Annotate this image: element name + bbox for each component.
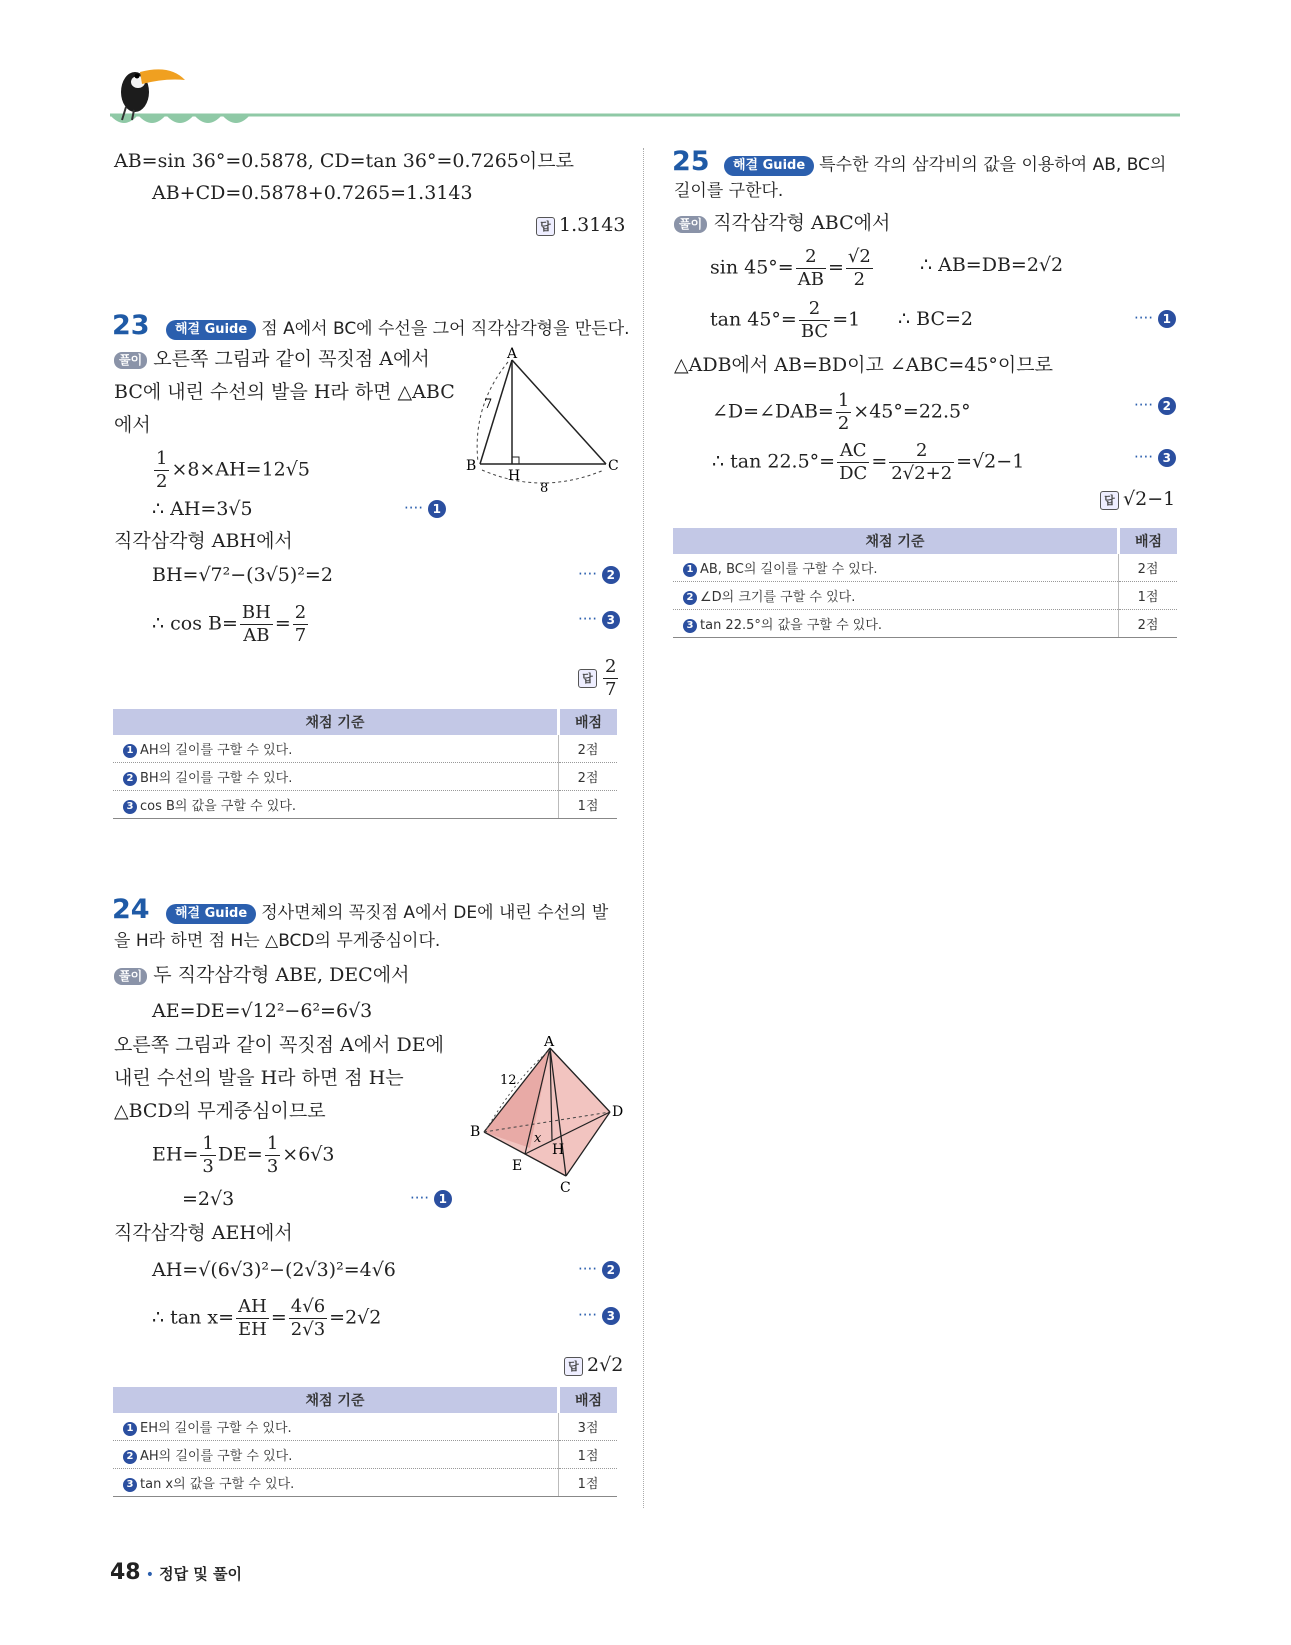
step-circle: 1	[123, 1422, 137, 1436]
frac-half	[836, 390, 851, 435]
step-circle: 3	[1158, 449, 1176, 467]
answer-icon: 답	[1100, 491, 1119, 510]
p23-text1	[114, 346, 430, 372]
p23-eq1	[152, 448, 310, 493]
step-circle: 3	[123, 800, 137, 814]
frac-bh-ab	[240, 602, 273, 647]
row-text	[113, 1441, 559, 1469]
p24-eq3: =2√3	[182, 1188, 235, 1210]
frac-num: 2	[796, 246, 826, 269]
table-header	[113, 1387, 617, 1413]
p25-answer-value: √2−1	[1123, 488, 1176, 510]
p24-text3: 내린 수선의 발을 H라 하면 점 H는	[114, 1067, 404, 1089]
p24-eq2	[152, 1133, 335, 1178]
p25-eq3-right: ×45°=22.5°	[853, 400, 971, 423]
p22-answer-value: 1.3143	[559, 214, 626, 236]
step-arrow: ····	[1134, 309, 1154, 327]
row-points: 2점	[559, 763, 618, 791]
p23-eq4: ∴ cos B= $\frac{BH}{AB}$ = $\frac{2}{7}$	[152, 602, 307, 646]
footer	[110, 1560, 242, 1585]
step-arrow: ····	[1134, 448, 1154, 466]
p25-eq2	[710, 298, 860, 343]
frac-num: 2	[889, 440, 954, 463]
solution-badge: 풀이	[114, 352, 147, 369]
p25-eq2-mid: =1	[832, 308, 861, 331]
row-text	[673, 610, 1119, 638]
p24-text2: 오른쪽 그림과 같이 꼭짓점 A에서 DE에	[114, 1034, 444, 1056]
p22-line2: AB+CD=0.5878+0.7265=1.3143	[152, 182, 473, 204]
answer-icon: 답	[578, 669, 597, 688]
table-row	[673, 582, 1177, 610]
label-a: A	[507, 346, 518, 362]
row-points: 2점	[1119, 610, 1178, 638]
step-circle: 1	[123, 744, 137, 758]
p25-number: 25	[672, 146, 710, 177]
frac-num: √2	[847, 246, 871, 267]
p25-eq1-left: sin 45°=	[710, 256, 794, 279]
frac-den: 2	[853, 269, 866, 290]
guide-badge: 해결 Guide	[166, 320, 256, 340]
row-text	[113, 763, 559, 791]
p24-answer	[564, 1354, 623, 1376]
row-text	[113, 1413, 559, 1441]
frac-num: 2	[294, 602, 307, 623]
step-arrow: ····	[578, 610, 598, 628]
p25-answer	[1100, 488, 1175, 510]
p23-answer-frac	[603, 656, 618, 701]
row-points: 2점	[1119, 554, 1178, 582]
step-circle: 3	[123, 1478, 137, 1492]
step-circle: 3	[602, 1307, 620, 1325]
p23-eq4-left: ∴ cos B=	[152, 612, 238, 635]
table-row	[113, 763, 617, 791]
frac-num: 2	[605, 656, 617, 677]
p24-eq5-left: ∴ tan x=	[152, 1306, 235, 1329]
frac-4r6-2r3	[289, 1296, 327, 1341]
p24-guide-text1: 정사면체의 꼭짓점 A에서 DE에 내린 수선의 발	[261, 903, 609, 923]
frac-third	[265, 1133, 280, 1178]
label-side-7: 7	[484, 397, 493, 412]
answer-icon: 답	[536, 217, 555, 236]
triangle-figure	[462, 346, 622, 496]
row-points: 1점	[559, 1441, 618, 1469]
p25-score-table	[673, 528, 1177, 638]
table-row	[113, 1413, 617, 1441]
table-row	[113, 1469, 617, 1497]
frac-den: 2	[156, 471, 168, 492]
step-circle: 3	[683, 619, 697, 633]
bullet-icon: •	[145, 1567, 154, 1583]
p24-eq2-left: EH=	[152, 1143, 199, 1166]
p24-eq2-mid: DE=	[217, 1143, 263, 1166]
toucan-logo	[110, 62, 190, 122]
p24-eq2-right: ×6√3	[282, 1143, 335, 1166]
frac-den: EH	[238, 1319, 267, 1340]
frac-den: 3	[202, 1156, 214, 1177]
row-text-value: EH의 길이를 구할 수 있다.	[140, 1421, 292, 1436]
p23-text2: BC에 내린 수선의 발을 H라 하면 △ABC	[114, 381, 455, 403]
p23-eq1-value: ×8×AH=12√5	[171, 458, 310, 481]
step-arrow: ····	[410, 1189, 430, 1207]
header-criteria: 채점 기준	[113, 1387, 559, 1413]
p23-step2	[578, 565, 620, 584]
step-circle: 2	[683, 591, 697, 605]
p24-text5: 직각삼각형 AEH에서	[114, 1222, 293, 1244]
p24-guide-text2: 을 H라 하면 점 H는 △BCD의 무게중심이다.	[114, 931, 441, 951]
label-d: D	[612, 1104, 624, 1120]
table-row	[673, 610, 1177, 638]
row-text-value: ∠D의 크기를 구할 수 있다.	[700, 590, 856, 605]
tetrahedron-figure	[470, 1036, 630, 1196]
row-points: 1점	[559, 791, 618, 819]
row-text-value: AH의 길이를 구할 수 있다.	[140, 1449, 293, 1464]
p25-text2: △ADB에서 AB=BD이고 ∠ABC=45°이므로	[674, 354, 1053, 376]
label-base-8: 8	[540, 481, 549, 496]
frac-den: AB	[797, 269, 824, 290]
label-x: x	[534, 1131, 542, 1146]
header-criteria: 채점 기준	[673, 528, 1119, 554]
label-c: C	[560, 1180, 571, 1196]
p23-text3: 에서	[114, 414, 151, 436]
p23-eq3: BH=√7²−(3√5)²=2	[152, 564, 333, 586]
p25-eq4: ∴ tan 22.5°= $\frac{AC}{DC}$ = $\frac{2}{2√2+2}$ =√2−1	[712, 440, 1025, 484]
p25-guide-text1: 특수한 각의 삼각비의 값을 이용하여 AB, BC의	[819, 155, 1167, 175]
p25-eq2-result: ∴ BC=2	[898, 308, 973, 330]
dash-arc-ab	[477, 362, 508, 462]
row-text-value: cos B의 값을 구할 수 있다.	[140, 799, 297, 814]
frac-num: AH	[236, 1296, 269, 1319]
row-points: 1점	[1119, 582, 1178, 610]
frac-den: 2√2+2	[891, 463, 953, 484]
row-text-value: tan 22.5°의 값을 구할 수 있다.	[700, 618, 883, 633]
row-text-value: AB, BC의 길이를 구할 수 있다.	[700, 562, 878, 577]
frac-num: AC	[837, 440, 869, 463]
frac-2-2r2p2	[889, 440, 954, 485]
p23-eq2: ∴ AH=3√5	[152, 498, 253, 520]
p25-eq4-right: =√2−1	[956, 450, 1025, 473]
label-b: B	[470, 1124, 481, 1140]
p22-answer	[536, 214, 625, 236]
p24-text1	[114, 962, 409, 988]
frac-num: 1	[837, 390, 850, 411]
frac-den: 2√3	[290, 1319, 326, 1340]
table-row	[113, 735, 617, 763]
header-decoration	[100, 58, 1190, 128]
frac-num: 4√6	[290, 1296, 326, 1317]
step-arrow: ····	[578, 1260, 598, 1278]
row-text-value: AH의 길이를 구할 수 있다.	[140, 743, 293, 758]
table-row	[113, 1441, 617, 1469]
frac-den: AB	[243, 625, 270, 646]
header-criteria: 채점 기준	[113, 709, 559, 735]
p24-text1-value: 두 직각삼각형 ABE, DEC에서	[153, 964, 410, 986]
frac-2-ab	[796, 246, 826, 291]
frac-num: 1	[156, 448, 168, 469]
frac-den: 7	[294, 625, 307, 646]
frac-2-7	[293, 602, 308, 647]
frac-ac-dc	[837, 440, 869, 485]
step-arrow: ····	[578, 1306, 598, 1324]
solution-badge: 풀이	[674, 216, 707, 233]
p24-eq5-right: =2√2	[329, 1306, 382, 1329]
guide-badge: 해결 Guide	[724, 156, 814, 176]
frac-num: 1	[202, 1133, 214, 1154]
page-number: 48	[110, 1560, 141, 1585]
label-a: A	[544, 1036, 555, 1050]
frac-third	[200, 1133, 215, 1178]
frac-den: BC	[800, 321, 829, 342]
p23-answer	[578, 656, 620, 701]
answer-icon: 답	[564, 1357, 583, 1376]
row-text-value: tan x의 값을 구할 수 있다.	[140, 1477, 295, 1492]
label-c: C	[608, 458, 619, 474]
p25-step1	[1134, 309, 1176, 328]
frac-num: BH	[241, 602, 271, 623]
p24-guide	[166, 898, 608, 924]
p25-step2	[1134, 396, 1176, 415]
row-text	[673, 582, 1119, 610]
p25-guide	[724, 150, 1166, 176]
p25-eq1-result: ∴ AB=DB=2√2	[920, 254, 1064, 276]
table-row	[113, 791, 617, 819]
frac-num: 2	[799, 298, 830, 321]
step-circle: 1	[434, 1190, 452, 1208]
frac-2-bc	[799, 298, 830, 343]
label-e: E	[512, 1158, 523, 1174]
step-circle: 2	[123, 1450, 137, 1464]
frac-half	[154, 448, 169, 493]
p24-eq5: ∴ tan x= $\frac{AH}{EH}$ = $\frac{4√6}{2√3}$ =2√2	[152, 1296, 382, 1340]
step-circle: 2	[123, 772, 137, 786]
p25-step3	[1134, 448, 1176, 467]
p24-step1	[410, 1189, 452, 1208]
frac-den: 3	[266, 1156, 279, 1177]
label-b: B	[466, 458, 477, 474]
side-ac	[512, 360, 606, 464]
frac-ah-eh	[236, 1296, 269, 1341]
p24-answer-value: 2√2	[587, 1354, 624, 1376]
row-points: 1점	[559, 1469, 618, 1497]
column-divider	[643, 148, 644, 1508]
step-arrow: ····	[578, 565, 598, 583]
p25-guide-text2: 길이를 구한다.	[674, 181, 784, 201]
label-edge-12: 12	[500, 1073, 517, 1088]
guide-badge: 해결 Guide	[166, 904, 256, 924]
p25-eq3	[712, 390, 971, 435]
header-points: 배점	[1119, 528, 1178, 554]
p24-step2	[578, 1260, 620, 1279]
label-h: H	[508, 468, 521, 484]
side-ab	[480, 360, 512, 464]
p23-text4: 직각삼각형 ABH에서	[114, 530, 293, 552]
footer-section: 정답 및 풀이	[159, 1565, 242, 1583]
right-angle-mark	[512, 457, 519, 464]
frac-den: 7	[605, 679, 617, 700]
solution-badge: 풀이	[114, 968, 147, 985]
frac-den: 2	[837, 413, 850, 434]
p24-eq1: AE=DE=√12²−6²=6√3	[152, 1000, 373, 1022]
header-points: 배점	[559, 709, 618, 735]
row-text	[113, 735, 559, 763]
p25-text1	[674, 210, 890, 236]
step-circle: 1	[1158, 310, 1176, 328]
p23-guide	[166, 314, 630, 340]
header-points: 배점	[559, 1387, 618, 1413]
row-points: 3점	[559, 1413, 618, 1441]
p23-text1-value: 오른쪽 그림과 같이 꼭짓점 A에서	[153, 348, 430, 370]
p25-text1-value: 직각삼각형 ABC에서	[713, 212, 891, 234]
frac-den: DC	[839, 463, 868, 484]
frac-r2-2	[846, 246, 873, 291]
p24-number: 24	[112, 894, 150, 925]
step-arrow: ····	[1134, 396, 1154, 414]
step-circle: 1	[428, 500, 446, 518]
p23-score-table	[113, 709, 617, 819]
p23-step3	[578, 610, 620, 629]
p24-step3	[578, 1306, 620, 1325]
p25-eq2-left: tan 45°=	[710, 308, 797, 331]
step-circle: 1	[683, 563, 697, 577]
p23-guide-text: 점 A에서 BC에 수선을 그어 직각삼각형을 만든다.	[261, 319, 630, 339]
step-arrow: ····	[404, 499, 424, 517]
p22-line1: AB=sin 36°=0.5878, CD=tan 36°=0.7265이므로	[114, 150, 574, 172]
step-circle: 3	[602, 611, 620, 629]
step-circle: 2	[602, 1261, 620, 1279]
table-header	[673, 528, 1177, 554]
step-circle: 2	[602, 566, 620, 584]
row-text-value: BH의 길이를 구할 수 있다.	[140, 771, 293, 786]
p24-text4: △BCD의 무게중심이므로	[114, 1100, 326, 1122]
table-header	[113, 709, 617, 735]
table-row	[673, 554, 1177, 582]
p25-eq4-left: ∴ tan 22.5°=	[712, 450, 836, 473]
row-text	[113, 791, 559, 819]
row-text	[113, 1469, 559, 1497]
row-points: 2점	[559, 735, 618, 763]
label-h: H	[552, 1142, 565, 1158]
p24-score-table	[113, 1387, 617, 1497]
p25-eq1: sin 45°= $\frac{2}{AB}$ = $\frac{√2}{2}$	[710, 246, 871, 290]
p24-eq4: AH=√(6√3)²−(2√3)²=4√6	[152, 1259, 396, 1281]
frac-num: 1	[266, 1133, 279, 1154]
p25-eq3-left: ∠D=∠DAB=	[712, 400, 834, 423]
p23-number: 23	[112, 310, 150, 341]
row-text	[673, 554, 1119, 582]
p23-step1	[404, 499, 446, 518]
step-circle: 2	[1158, 397, 1176, 415]
